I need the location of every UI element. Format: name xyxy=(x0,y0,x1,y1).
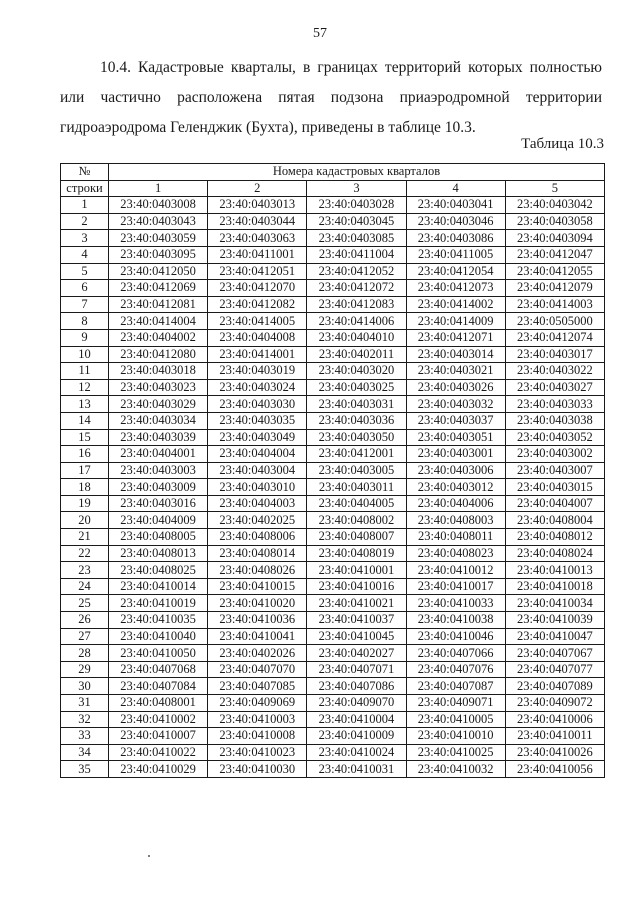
cadastral-number-cell: 23:40:0402027 xyxy=(307,645,406,662)
row-number-cell: 2 xyxy=(61,213,109,230)
header-row-1 xyxy=(61,164,605,181)
cadastral-number-cell: 23:40:0414005 xyxy=(208,313,307,330)
table-row xyxy=(61,213,605,230)
cadastral-number-cell: 23:40:0410016 xyxy=(307,578,406,595)
cadastral-number-cell: 23:40:0412073 xyxy=(406,280,505,297)
row-number-cell: 27 xyxy=(61,628,109,645)
header-row-number-bottom: строки xyxy=(61,180,109,197)
cadastral-number-cell: 23:40:0410001 xyxy=(307,562,406,579)
cadastral-number-cell: 23:40:0412080 xyxy=(109,346,208,363)
cadastral-number-cell: 23:40:0409069 xyxy=(208,695,307,712)
cadastral-number-cell: 23:40:0403027 xyxy=(505,379,604,396)
cadastral-number-cell: 23:40:0409070 xyxy=(307,695,406,712)
cadastral-number-cell: 23:40:0403026 xyxy=(406,379,505,396)
table-row xyxy=(61,628,605,645)
cadastral-number-cell: 23:40:0412055 xyxy=(505,263,604,280)
row-number-cell: 15 xyxy=(61,429,109,446)
cadastral-number-cell: 23:40:0403023 xyxy=(109,379,208,396)
cadastral-number-cell: 23:40:0408023 xyxy=(406,545,505,562)
cadastral-number-cell: 23:40:0408006 xyxy=(208,529,307,546)
cadastral-number-cell: 23:40:0408014 xyxy=(208,545,307,562)
cadastral-number-cell: 23:40:0403032 xyxy=(406,396,505,413)
cadastral-number-cell: 23:40:0402011 xyxy=(307,346,406,363)
cadastral-number-cell: 23:40:0411005 xyxy=(406,246,505,263)
cadastral-number-cell: 23:40:0410039 xyxy=(505,612,604,629)
table-row xyxy=(61,346,605,363)
row-number-cell: 3 xyxy=(61,230,109,247)
cadastral-number-cell: 23:40:0404008 xyxy=(208,329,307,346)
cadastral-number-cell: 23:40:0404002 xyxy=(109,329,208,346)
cadastral-number-cell: 23:40:0410037 xyxy=(307,612,406,629)
cadastral-number-cell: 23:40:0409071 xyxy=(406,695,505,712)
table-row xyxy=(61,678,605,695)
cadastral-number-cell: 23:40:0410040 xyxy=(109,628,208,645)
cadastral-number-cell: 23:40:0408007 xyxy=(307,529,406,546)
cadastral-number-cell: 23:40:0403011 xyxy=(307,479,406,496)
row-number-cell: 11 xyxy=(61,363,109,380)
table-row xyxy=(61,313,605,330)
row-number-cell: 35 xyxy=(61,761,109,778)
cadastral-number-cell: 23:40:0407076 xyxy=(406,661,505,678)
cadastral-number-cell: 23:40:0403022 xyxy=(505,363,604,380)
cadastral-number-cell: 23:40:0404005 xyxy=(307,495,406,512)
cadastral-number-cell: 23:40:0410034 xyxy=(505,595,604,612)
cadastral-number-cell: 23:40:0408026 xyxy=(208,562,307,579)
cadastral-number-cell: 23:40:0403042 xyxy=(505,197,604,214)
cadastral-number-cell: 23:40:0403063 xyxy=(208,230,307,247)
cadastral-number-cell: 23:40:0407087 xyxy=(406,678,505,695)
cadastral-number-cell: 23:40:0404009 xyxy=(109,512,208,529)
row-number-cell: 6 xyxy=(61,280,109,297)
cadastral-number-cell: 23:40:0412054 xyxy=(406,263,505,280)
cadastral-number-cell: 23:40:0410011 xyxy=(505,728,604,745)
row-number-cell: 31 xyxy=(61,695,109,712)
cadastral-number-cell: 23:40:0404007 xyxy=(505,495,604,512)
cadastral-number-cell: 23:40:0410004 xyxy=(307,711,406,728)
cadastral-number-cell: 23:40:0410014 xyxy=(109,578,208,595)
cadastral-number-cell: 23:40:0403010 xyxy=(208,479,307,496)
cadastral-number-cell: 23:40:0505000 xyxy=(505,313,604,330)
cadastral-number-cell: 23:40:0412001 xyxy=(307,446,406,463)
cadastral-number-cell: 23:40:0410009 xyxy=(307,728,406,745)
cadastral-number-cell: 23:40:0410032 xyxy=(406,761,505,778)
cadastral-number-cell: 23:40:0403050 xyxy=(307,429,406,446)
cadastral-number-cell: 23:40:0410025 xyxy=(406,744,505,761)
cadastral-number-cell: 23:40:0403029 xyxy=(109,396,208,413)
cadastral-number-cell: 23:40:0407077 xyxy=(505,661,604,678)
row-number-cell: 8 xyxy=(61,313,109,330)
cadastral-number-cell: 23:40:0403012 xyxy=(406,479,505,496)
cadastral-number-cell: 23:40:0403036 xyxy=(307,412,406,429)
cadastral-number-cell: 23:40:0403006 xyxy=(406,462,505,479)
table-row xyxy=(61,412,605,429)
cadastral-number-cell: 23:40:0403025 xyxy=(307,379,406,396)
row-number-cell: 34 xyxy=(61,744,109,761)
cadastral-number-cell: 23:40:0403028 xyxy=(307,197,406,214)
table-row xyxy=(61,329,605,346)
table-row xyxy=(61,446,605,463)
cadastral-number-cell: 23:40:0403005 xyxy=(307,462,406,479)
row-number-cell: 22 xyxy=(61,545,109,562)
cadastral-number-cell: 23:40:0410022 xyxy=(109,744,208,761)
cadastral-number-cell: 23:40:0410047 xyxy=(505,628,604,645)
table-row xyxy=(61,230,605,247)
cadastral-number-cell: 23:40:0403004 xyxy=(208,462,307,479)
table-row xyxy=(61,479,605,496)
cadastral-number-cell: 23:40:0410056 xyxy=(505,761,604,778)
cadastral-number-cell: 23:40:0412072 xyxy=(307,280,406,297)
cadastral-number-cell: 23:40:0414006 xyxy=(307,313,406,330)
cadastral-number-cell: 23:40:0403008 xyxy=(109,197,208,214)
row-number-cell: 29 xyxy=(61,661,109,678)
cadastral-number-cell: 23:40:0408003 xyxy=(406,512,505,529)
table-body xyxy=(61,197,605,778)
cadastral-number-cell: 23:40:0408012 xyxy=(505,529,604,546)
cadastral-number-cell: 23:40:0412071 xyxy=(406,329,505,346)
table-row xyxy=(61,761,605,778)
cadastral-number-cell: 23:40:0403021 xyxy=(406,363,505,380)
cadastral-number-cell: 23:40:0408011 xyxy=(406,529,505,546)
cadastral-number-cell: 23:40:0407089 xyxy=(505,678,604,695)
cadastral-number-cell: 23:40:0403009 xyxy=(109,479,208,496)
cadastral-number-cell: 23:40:0403094 xyxy=(505,230,604,247)
cadastral-number-cell: 23:40:0403002 xyxy=(505,446,604,463)
cadastral-number-cell: 23:40:0412051 xyxy=(208,263,307,280)
row-number-cell: 23 xyxy=(61,562,109,579)
table-row xyxy=(61,578,605,595)
table-row xyxy=(61,612,605,629)
cadastral-number-cell: 23:40:0403046 xyxy=(406,213,505,230)
cadastral-number-cell: 23:40:0410046 xyxy=(406,628,505,645)
row-number-cell: 1 xyxy=(61,197,109,214)
cadastral-number-cell: 23:40:0403038 xyxy=(505,412,604,429)
cadastral-number-cell: 23:40:0410026 xyxy=(505,744,604,761)
cadastral-number-cell: 23:40:0412070 xyxy=(208,280,307,297)
header-row-number-top: № xyxy=(61,164,109,181)
row-number-cell: 26 xyxy=(61,612,109,629)
cadastral-number-cell: 23:40:0410023 xyxy=(208,744,307,761)
cadastral-number-cell: 23:40:0407086 xyxy=(307,678,406,695)
table-row xyxy=(61,545,605,562)
cadastral-number-cell: 23:40:0403020 xyxy=(307,363,406,380)
scan-speck xyxy=(148,855,150,857)
cadastral-number-cell: 23:40:0414002 xyxy=(406,296,505,313)
cadastral-number-cell: 23:40:0410041 xyxy=(208,628,307,645)
cadastral-number-cell: 23:40:0410017 xyxy=(406,578,505,595)
table-row xyxy=(61,280,605,297)
cadastral-number-cell: 23:40:0411004 xyxy=(307,246,406,263)
column-header-1: 1 xyxy=(109,180,208,197)
column-header-5: 5 xyxy=(505,180,604,197)
cadastral-number-cell: 23:40:0412083 xyxy=(307,296,406,313)
cadastral-number-cell: 23:40:0407085 xyxy=(208,678,307,695)
cadastral-number-cell: 23:40:0414003 xyxy=(505,296,604,313)
column-header-3: 3 xyxy=(307,180,406,197)
row-number-cell: 33 xyxy=(61,728,109,745)
cadastral-number-cell: 23:40:0403013 xyxy=(208,197,307,214)
table-row xyxy=(61,246,605,263)
cadastral-number-cell: 23:40:0403018 xyxy=(109,363,208,380)
table-row xyxy=(61,197,605,214)
row-number-cell: 18 xyxy=(61,479,109,496)
row-number-cell: 10 xyxy=(61,346,109,363)
cadastral-number-cell: 23:40:0410018 xyxy=(505,578,604,595)
table-row xyxy=(61,429,605,446)
cadastral-number-cell: 23:40:0407084 xyxy=(109,678,208,695)
table-row xyxy=(61,296,605,313)
cadastral-number-cell: 23:40:0410029 xyxy=(109,761,208,778)
table-row xyxy=(61,529,605,546)
table-row xyxy=(61,396,605,413)
cadastral-number-cell: 23:40:0403037 xyxy=(406,412,505,429)
table-row xyxy=(61,711,605,728)
row-number-cell: 16 xyxy=(61,446,109,463)
row-number-cell: 4 xyxy=(61,246,109,263)
row-number-cell: 25 xyxy=(61,595,109,612)
cadastral-number-cell: 23:40:0410036 xyxy=(208,612,307,629)
cadastral-number-cell: 23:40:0403059 xyxy=(109,230,208,247)
cadastral-number-cell: 23:40:0407067 xyxy=(505,645,604,662)
paragraph-line-1: 10.4. Кадастровые кварталы, в границах территорий которых полностью xyxy=(100,59,602,76)
cadastral-number-cell: 23:40:0410033 xyxy=(406,595,505,612)
cadastral-number-cell: 23:40:0403019 xyxy=(208,363,307,380)
table-row xyxy=(61,495,605,512)
cadastral-number-cell: 23:40:0403039 xyxy=(109,429,208,446)
cadastral-number-cell: 23:40:0410002 xyxy=(109,711,208,728)
cadastral-number-cell: 23:40:0403045 xyxy=(307,213,406,230)
cadastral-number-cell: 23:40:0410003 xyxy=(208,711,307,728)
cadastral-number-cell: 23:40:0403033 xyxy=(505,396,604,413)
table-row xyxy=(61,695,605,712)
row-number-cell: 5 xyxy=(61,263,109,280)
cadastral-number-cell: 23:40:0410019 xyxy=(109,595,208,612)
cadastral-number-cell: 23:40:0410008 xyxy=(208,728,307,745)
table-row xyxy=(61,728,605,745)
cadastral-number-cell: 23:40:0411001 xyxy=(208,246,307,263)
cadastral-number-cell: 23:40:0408002 xyxy=(307,512,406,529)
cadastral-number-cell: 23:40:0403024 xyxy=(208,379,307,396)
cadastral-number-cell: 23:40:0403035 xyxy=(208,412,307,429)
cadastral-number-cell: 23:40:0407070 xyxy=(208,661,307,678)
cadastral-number-cell: 23:40:0403049 xyxy=(208,429,307,446)
cadastral-number-cell: 23:40:0403007 xyxy=(505,462,604,479)
cadastral-number-cell: 23:40:0410005 xyxy=(406,711,505,728)
cadastral-number-cell: 23:40:0403030 xyxy=(208,396,307,413)
cadastral-number-cell: 23:40:0410045 xyxy=(307,628,406,645)
cadastral-number-cell: 23:40:0403041 xyxy=(406,197,505,214)
table-row xyxy=(61,363,605,380)
cadastral-number-cell: 23:40:0404006 xyxy=(406,495,505,512)
header-row-2 xyxy=(61,180,605,197)
table-row xyxy=(61,744,605,761)
cadastral-number-cell: 23:40:0403095 xyxy=(109,246,208,263)
cadastral-number-cell: 23:40:0414009 xyxy=(406,313,505,330)
cadastral-number-cell: 23:40:0409072 xyxy=(505,695,604,712)
cadastral-number-cell: 23:40:0412050 xyxy=(109,263,208,280)
row-number-cell: 13 xyxy=(61,396,109,413)
cadastral-number-cell: 23:40:0403003 xyxy=(109,462,208,479)
cadastral-quarters-table xyxy=(60,163,605,778)
cadastral-number-cell: 23:40:0403043 xyxy=(109,213,208,230)
cadastral-number-cell: 23:40:0412074 xyxy=(505,329,604,346)
row-number-cell: 9 xyxy=(61,329,109,346)
cadastral-number-cell: 23:40:0403051 xyxy=(406,429,505,446)
cadastral-number-cell: 23:40:0410007 xyxy=(109,728,208,745)
cadastral-number-cell: 23:40:0402025 xyxy=(208,512,307,529)
cadastral-number-cell: 23:40:0410013 xyxy=(505,562,604,579)
cadastral-number-cell: 23:40:0408005 xyxy=(109,529,208,546)
cadastral-number-cell: 23:40:0404004 xyxy=(208,446,307,463)
row-number-cell: 24 xyxy=(61,578,109,595)
cadastral-number-cell: 23:40:0410031 xyxy=(307,761,406,778)
cadastral-number-cell: 23:40:0412082 xyxy=(208,296,307,313)
table-row xyxy=(61,379,605,396)
row-number-cell: 28 xyxy=(61,645,109,662)
cadastral-number-cell: 23:40:0403085 xyxy=(307,230,406,247)
cadastral-number-cell: 23:40:0414004 xyxy=(109,313,208,330)
table-row xyxy=(61,595,605,612)
table-row xyxy=(61,512,605,529)
cadastral-number-cell: 23:40:0404003 xyxy=(208,495,307,512)
cadastral-number-cell: 23:40:0410050 xyxy=(109,645,208,662)
cadastral-number-cell: 23:40:0414001 xyxy=(208,346,307,363)
row-number-cell: 32 xyxy=(61,711,109,728)
row-number-cell: 14 xyxy=(61,412,109,429)
cadastral-number-cell: 23:40:0407071 xyxy=(307,661,406,678)
table-header xyxy=(61,164,605,197)
table-caption: Таблица 10.3 xyxy=(521,136,604,152)
cadastral-number-cell: 23:40:0412079 xyxy=(505,280,604,297)
cadastral-number-cell: 23:40:0410021 xyxy=(307,595,406,612)
row-number-cell: 7 xyxy=(61,296,109,313)
cadastral-number-cell: 23:40:0407068 xyxy=(109,661,208,678)
table-row xyxy=(61,661,605,678)
row-number-cell: 19 xyxy=(61,495,109,512)
cadastral-number-cell: 23:40:0403017 xyxy=(505,346,604,363)
cadastral-number-cell: 23:40:0412052 xyxy=(307,263,406,280)
paragraph-line-3: гидроаэродрома Геленджик (Бухта), приведены в таблице 10.3. xyxy=(60,119,476,136)
cadastral-number-cell: 23:40:0403086 xyxy=(406,230,505,247)
table-row xyxy=(61,263,605,280)
column-header-4: 4 xyxy=(406,180,505,197)
cadastral-number-cell: 23:40:0402026 xyxy=(208,645,307,662)
cadastral-number-cell: 23:40:0410035 xyxy=(109,612,208,629)
cadastral-number-cell: 23:40:0410006 xyxy=(505,711,604,728)
cadastral-number-cell: 23:40:0404001 xyxy=(109,446,208,463)
page-number: 57 xyxy=(313,26,327,41)
table-row xyxy=(61,462,605,479)
cadastral-number-cell: 23:40:0408001 xyxy=(109,695,208,712)
cadastral-number-cell: 23:40:0408025 xyxy=(109,562,208,579)
cadastral-number-cell: 23:40:0407066 xyxy=(406,645,505,662)
table-row xyxy=(61,562,605,579)
cadastral-number-cell: 23:40:0403001 xyxy=(406,446,505,463)
table-row xyxy=(61,645,605,662)
cadastral-number-cell: 23:40:0408013 xyxy=(109,545,208,562)
section-paragraph xyxy=(60,53,602,143)
row-number-cell: 21 xyxy=(61,529,109,546)
cadastral-number-cell: 23:40:0403058 xyxy=(505,213,604,230)
cadastral-number-cell: 23:40:0412081 xyxy=(109,296,208,313)
cadastral-number-cell: 23:40:0403034 xyxy=(109,412,208,429)
cadastral-number-cell: 23:40:0410030 xyxy=(208,761,307,778)
cadastral-number-cell: 23:40:0403044 xyxy=(208,213,307,230)
cadastral-number-cell: 23:40:0410024 xyxy=(307,744,406,761)
row-number-cell: 20 xyxy=(61,512,109,529)
paragraph-line-2: или частично расположена пятая подзона приаэродромной территории xyxy=(60,89,602,106)
cadastral-number-cell: 23:40:0412069 xyxy=(109,280,208,297)
cadastral-number-cell: 23:40:0410012 xyxy=(406,562,505,579)
row-number-cell: 30 xyxy=(61,678,109,695)
cadastral-number-cell: 23:40:0408019 xyxy=(307,545,406,562)
cadastral-number-cell: 23:40:0408004 xyxy=(505,512,604,529)
cadastral-number-cell: 23:40:0403031 xyxy=(307,396,406,413)
cadastral-number-cell: 23:40:0403016 xyxy=(109,495,208,512)
cadastral-number-cell: 23:40:0403015 xyxy=(505,479,604,496)
cadastral-number-cell: 23:40:0410015 xyxy=(208,578,307,595)
cadastral-number-cell: 23:40:0403014 xyxy=(406,346,505,363)
cadastral-number-cell: 23:40:0410010 xyxy=(406,728,505,745)
row-number-cell: 12 xyxy=(61,379,109,396)
cadastral-number-cell: 23:40:0408024 xyxy=(505,545,604,562)
cadastral-number-cell: 23:40:0403052 xyxy=(505,429,604,446)
header-group-title: Номера кадастровых кварталов xyxy=(109,164,605,181)
cadastral-number-cell: 23:40:0404010 xyxy=(307,329,406,346)
cadastral-number-cell: 23:40:0410038 xyxy=(406,612,505,629)
row-number-cell: 17 xyxy=(61,462,109,479)
cadastral-number-cell: 23:40:0410020 xyxy=(208,595,307,612)
column-header-2: 2 xyxy=(208,180,307,197)
cadastral-number-cell: 23:40:0412047 xyxy=(505,246,604,263)
